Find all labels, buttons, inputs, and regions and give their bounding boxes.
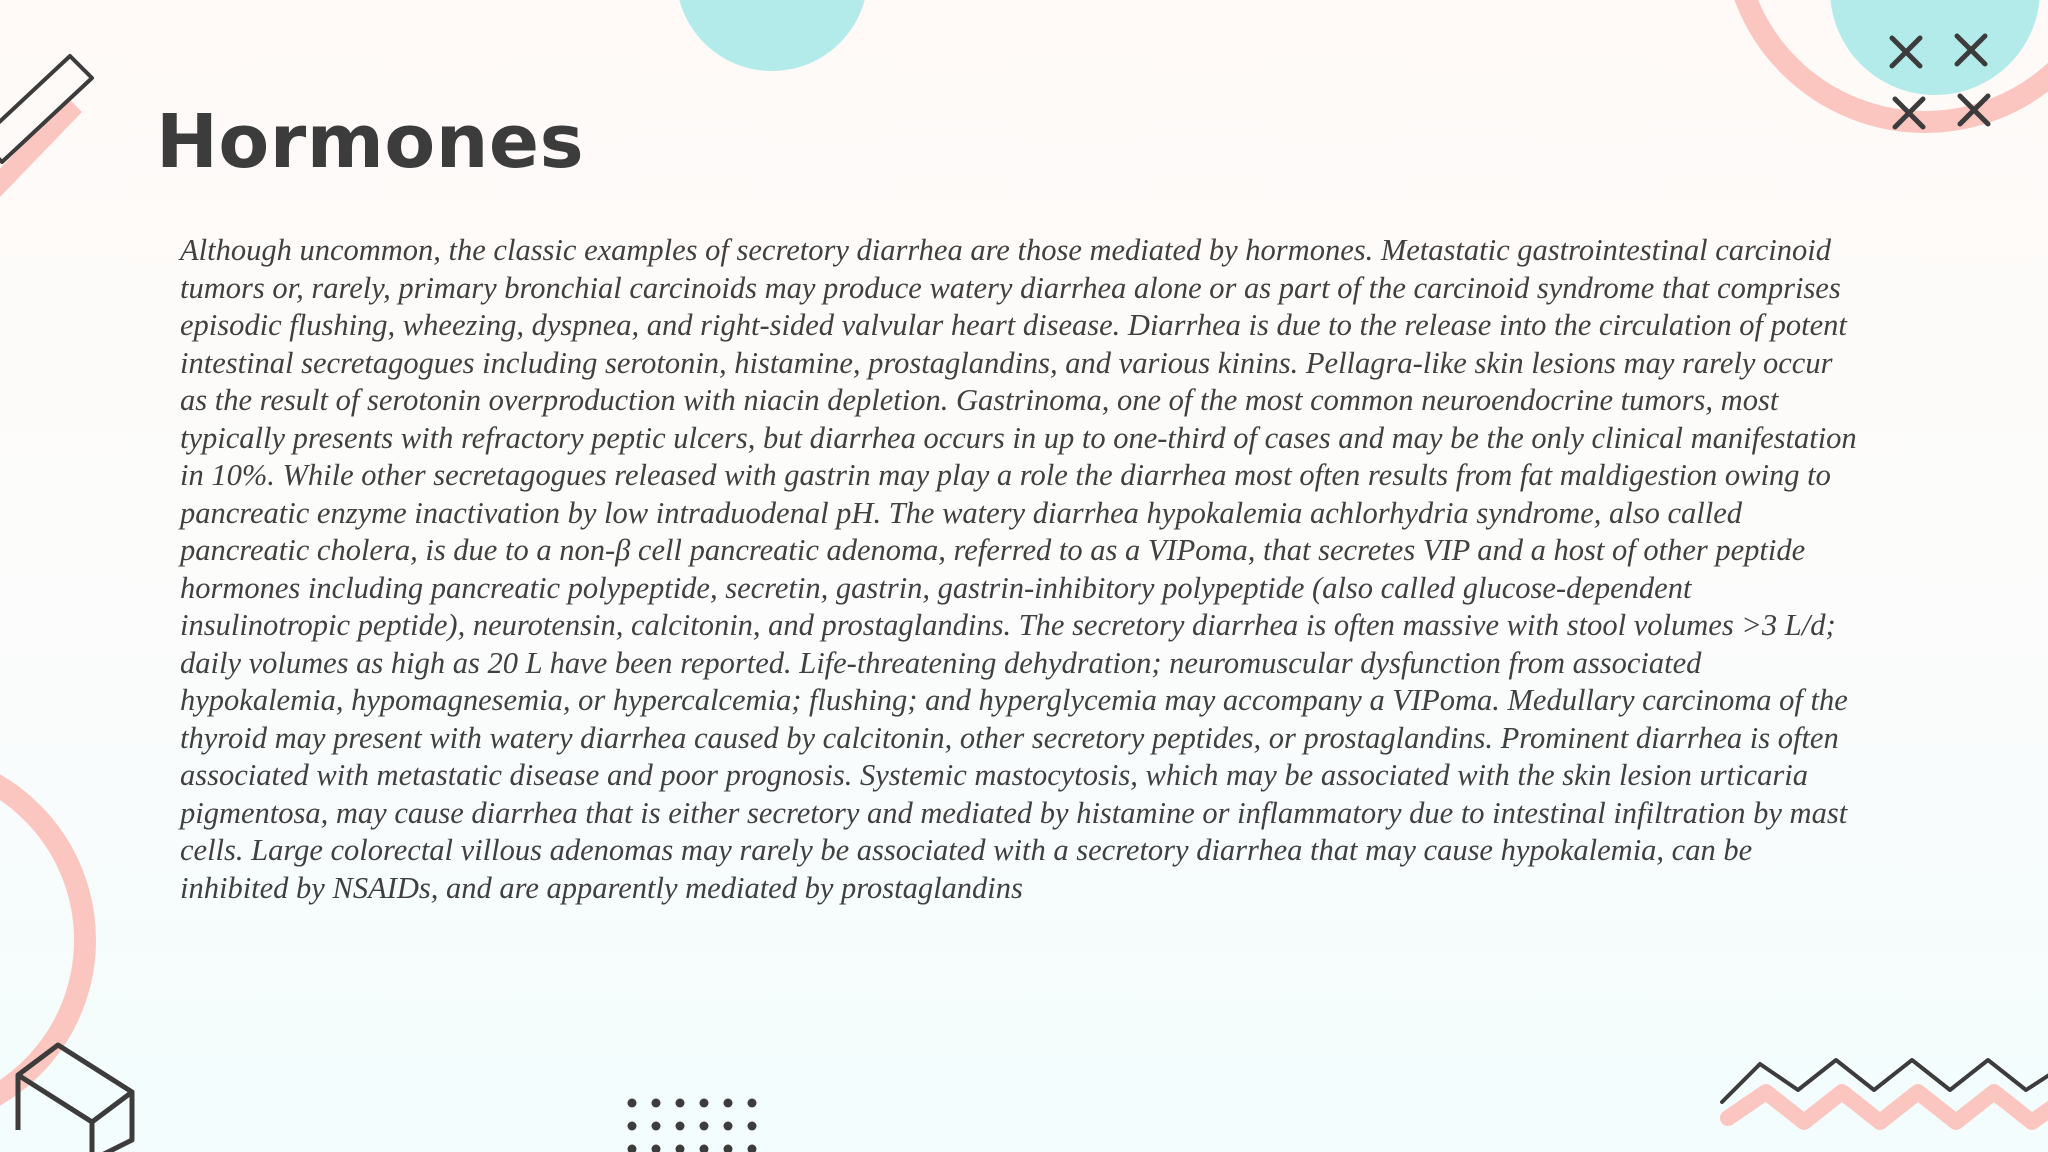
teal-circle-top-right [1830,0,2040,95]
dot-grid-pattern [628,1099,757,1152]
zigzag-wave-shape [1722,1060,2048,1122]
slide-title: Hormones [156,99,585,185]
body-paragraph: Although uncommon, the classic examples of secretory diarrhea are those mediated by hormones. Metastatic gastrointestinal carcinoid tumors or, rarely, primary bronchial carcinoids may produce watery diarrhea alone or as part of the carcinoid syndrome that comprises episodic flushing, wheezing, dyspnea, and right-sided valvular heart disease. Diarrhea is due to the release into the circulation of potent intestinal secretagogues including serotonin, histamine, prostaglandins, and various kinins. Pellagra-like skin lesions may rarely occur as the result of serotonin overproduction with niacin depletion. Gastrinoma, one of the most common neuroendocrine tumors, most typically presents with refractory peptic ulcers, but diarrhea occurs in up to one-third of cases and may be the only clinical manifestation in 10%. While other secretagogues released with gastrin may play a role the diarrhea most often results from fat maldigestion owing to pancreatic enzyme inactivation by low intraduodenal pH. The watery diarrhea hypokalemia achlorhydria syndrome, also called pancreatic cholera, is due to a non-β cell pancreatic adenoma, referred to as a VIPoma, that secretes VIP and a host of other peptide hormones including pancreatic polypeptide, secretin, gastrin, gastrin-inhibitory polypeptide (also called glucose-dependent insulinotropic peptide), neurotensin, calcitonin, and prostaglandins. The secretory diarrhea is often massive with stool volumes >3 L/d; daily volumes as high as 20 L have been reported. Life-threatening dehydration; neuromuscular dysfunction from associated hypokalemia, hypomagnesemia, or hypercalcemia; flushing; and hyperglycemia may accompany a VIPoma. Medullary carcinoma of the thyroid may present with watery diarrhea caused by calcitonin, other secretory peptides, or prostaglandins. Prominent diarrhea is often associated with metastatic disease and poor prognosis. Systemic mastocytosis, which may be associated with the skin lesion urticaria pigmentosa, may cause diarrhea that is either secretory and mediated by histamine or inflammatory due to intestinal infiltration by mast cells. Large colorectal villous adenomas may rarely be associated with a secretory diarrhea that may cause hypokalemia, can be inhibited by NSAIDs, and are apparently mediated by prostaglandins [180,233,1857,905]
teal-half-circle-top [676,0,868,71]
pencil-outline-shape [0,56,92,224]
cube-outline-shape [18,1045,132,1152]
pink-arc-left [0,760,85,1120]
